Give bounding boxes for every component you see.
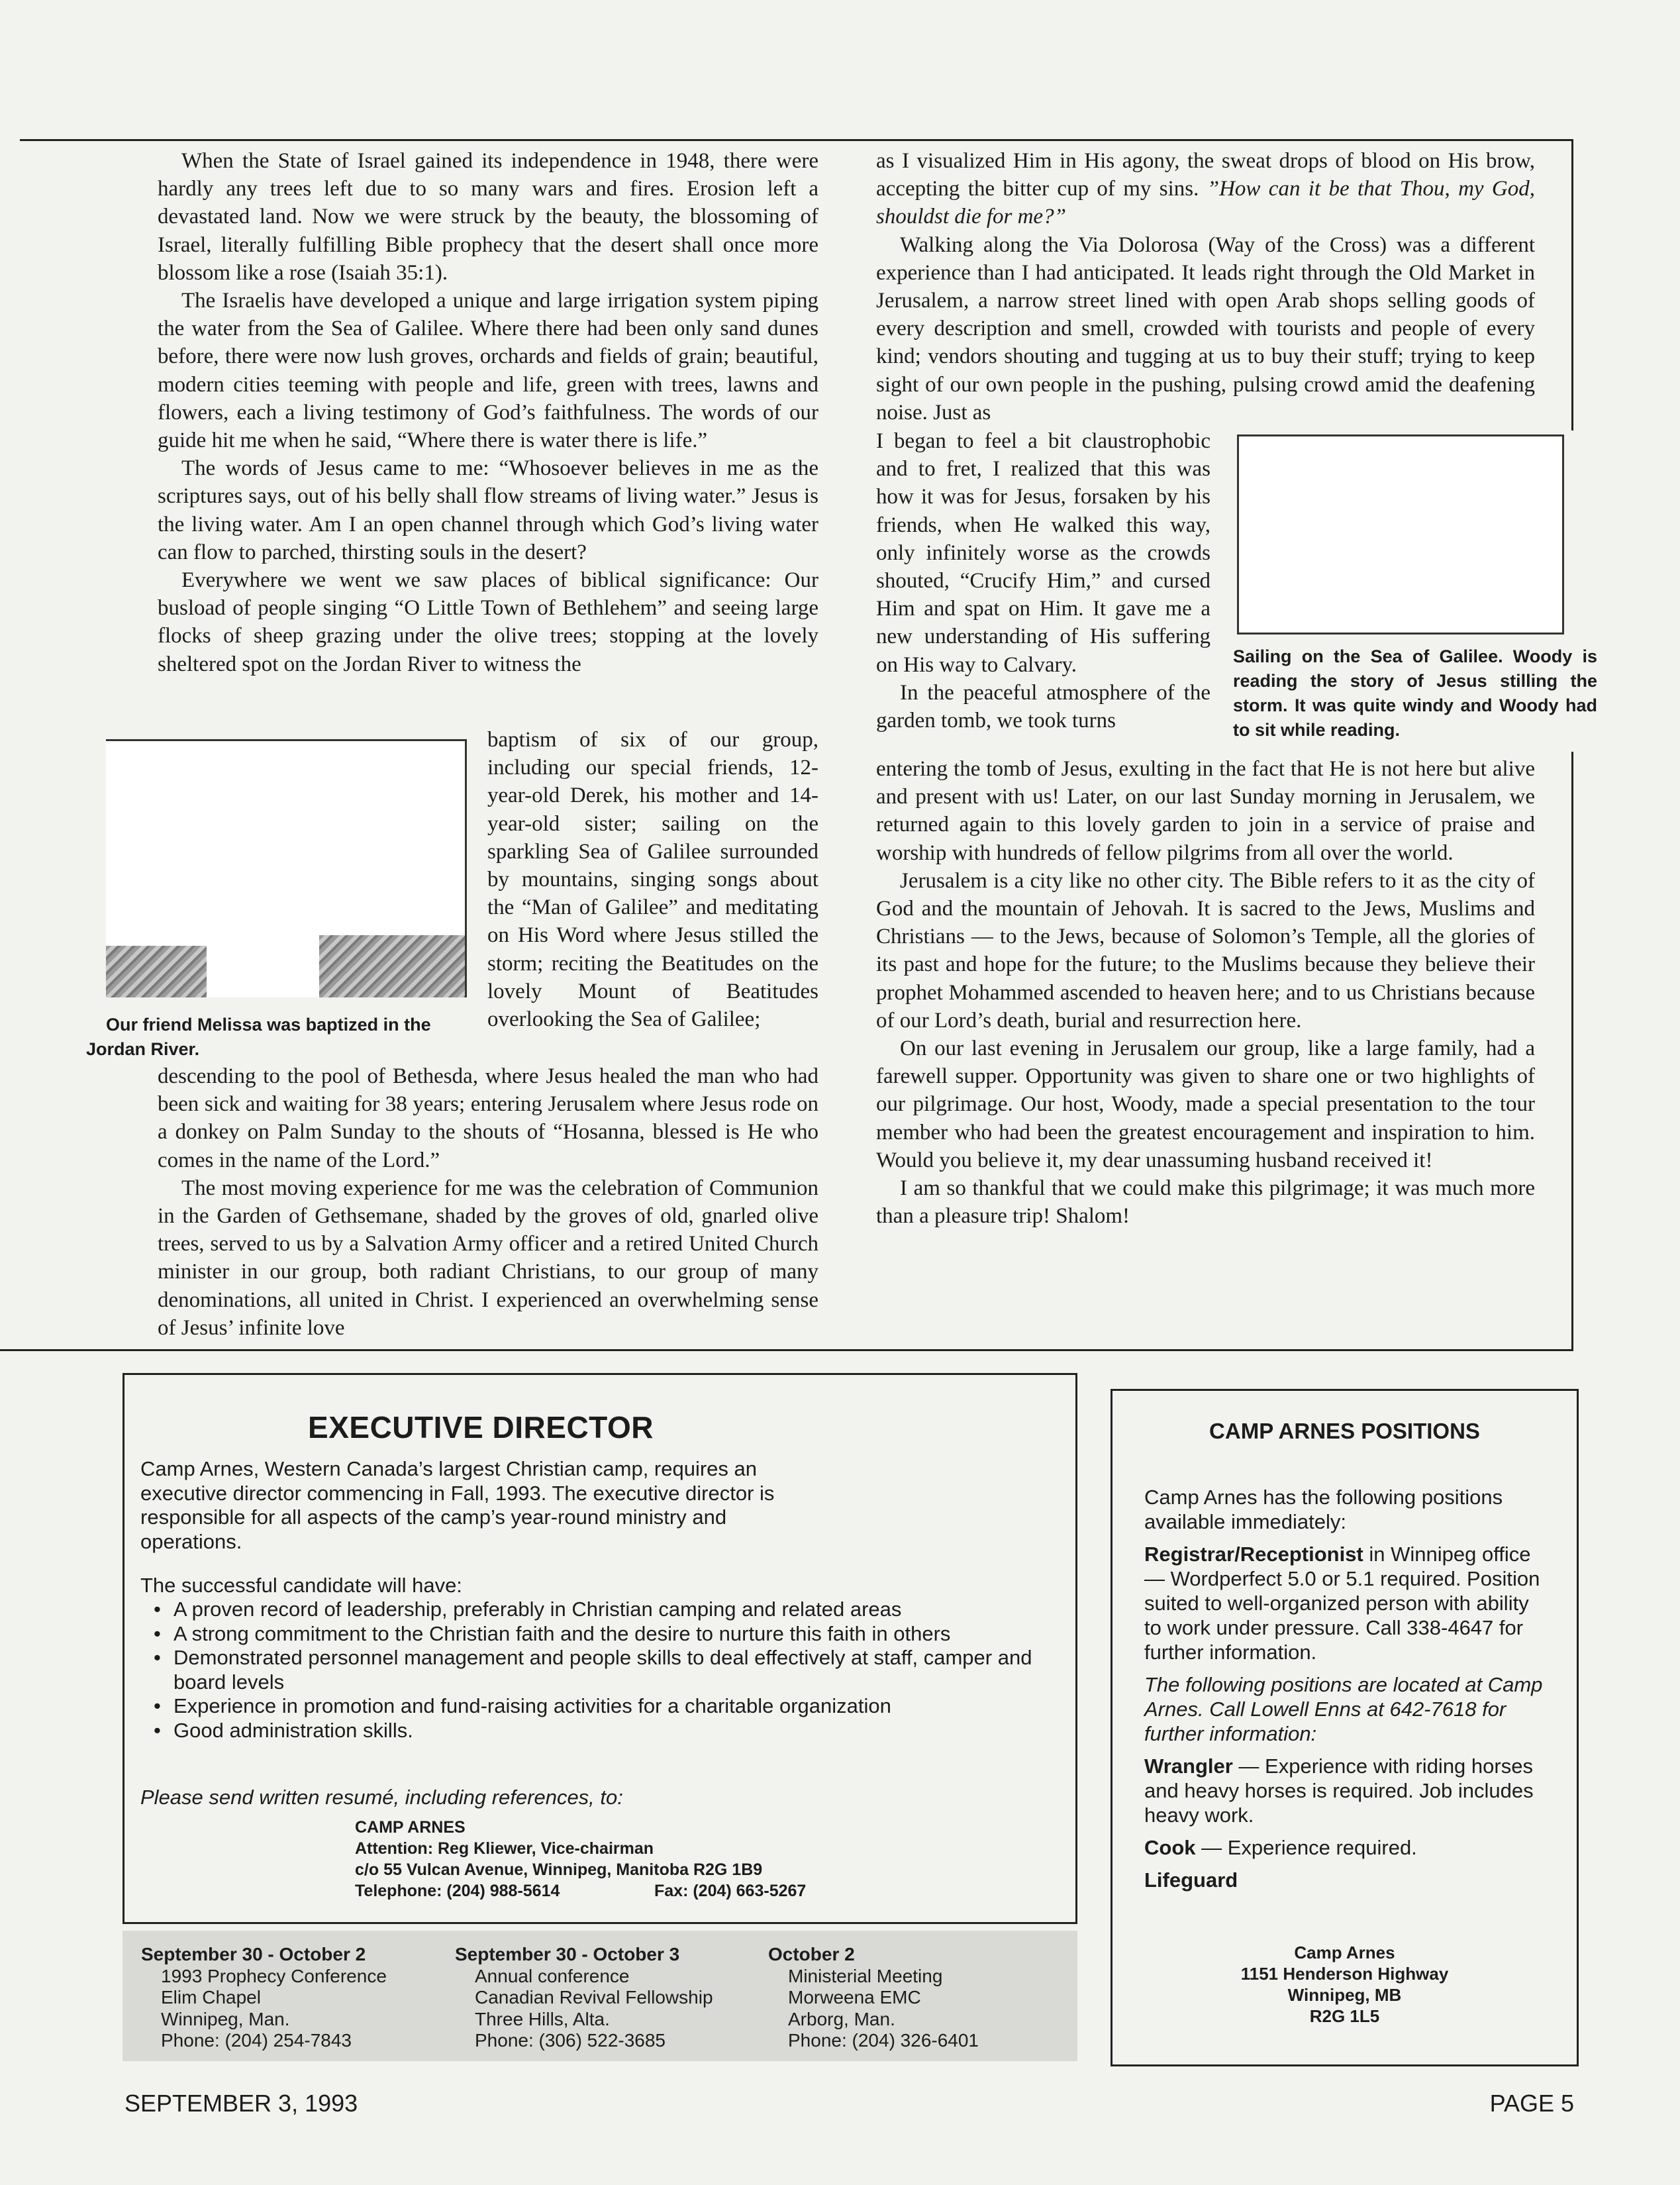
requirement-item: • Experience in promotion and fund-raising activities for a charitable organization	[151, 1694, 1075, 1719]
article-paragraph: I am so thankful that we could make this pilgrimage; it was much more than a pleasure trip! Shalom!	[876, 1176, 1535, 1229]
article-paragraph: descending to the pool of Bethesda, where Jesus healed the man who had been sick and waiting for 38 years; entering Jerusalem where Jesus rode on a donkey on Palm Sunday to the shouts of “Hosanna, blessed is He who comes in the name of the Lord.”	[158, 1064, 818, 1172]
ad-lead: The successful candidate will have:	[140, 1574, 462, 1597]
event-line: Annual conference	[475, 1965, 630, 1986]
camp-ad-registrar	[1144, 1542, 1548, 1664]
event-line: Elim Chapel	[161, 1987, 261, 2007]
wrangler-text: — Experience with riding horses and heavy horses is required. Job includes heavy work.	[1144, 1754, 1534, 1827]
registrar-label: Registrar/Receptionist	[1144, 1543, 1363, 1566]
event-item	[455, 1944, 713, 2052]
event-item	[768, 1944, 979, 2052]
event-line: Arborg, Man.	[788, 2008, 895, 2029]
caption-sea-of-galilee: Sailing on the Sea of Galilee. Woody is reading the story of Jesus stilling the storm. It was quite windy and Woody had to sit while reading.	[1233, 646, 1597, 740]
event-item	[141, 1944, 387, 2052]
right-column-bottom	[876, 755, 1535, 1230]
event-line: Canadian Revival Fellowship	[475, 1987, 713, 2007]
event-line: Phone: (204) 326-6401	[788, 2030, 979, 2051]
article-right-rule-lower	[1571, 752, 1573, 1351]
article-text: as I visualized Him in His agony, the sweat drops of blood on His brow, accepting the bitter cup of my sins.	[876, 149, 1535, 201]
camp-ad-title: CAMP ARNES POSITIONS	[1209, 1419, 1480, 1443]
camp-ad-body	[1144, 1485, 1548, 1900]
caption-jordan-river: Our friend Melissa was baptized in the Jordan River.	[86, 1015, 431, 1059]
ad-intro: Camp Arnes, Western Canada’s largest Christian camp, requires an executive director commencing in Fall, 1993. The executive director is responsible for all aspects of the camp’s year-round ministry and operations.	[140, 1457, 775, 1553]
address-line: 1151 Henderson Highway	[1240, 1964, 1449, 1984]
address-line: Winnipeg, MB	[1287, 1985, 1402, 2005]
left-column-bottom	[158, 1062, 818, 1342]
wrangler-label: Wrangler	[1144, 1754, 1233, 1778]
article-paragraph: Walking along the Via Dolorosa (Way of the Cross) was a different experience than I had anticipated. It leads right through the Old Market in Jerusalem, a narrow street lined with open Arab shops selling goods of every description and smell, crowded with tourists and people of every kind; vendors shouting and tugging at us to buy their stuff; trying to keep sight of our own people in the pushing, pulsing crowd amid the deafening noise. Just as	[876, 232, 1535, 425]
executive-director-ad	[123, 1373, 1077, 1924]
event-line: Three Hills, Alta.	[475, 2008, 610, 2029]
event-date: October 2	[768, 1944, 855, 1964]
camp-ad-lifeguard: Lifeguard	[1144, 1868, 1238, 1892]
event-line: Phone: (306) 522-3685	[475, 2030, 666, 2051]
article-bottom-rule	[0, 1349, 1573, 1351]
article-top-rule	[20, 139, 1573, 141]
footer-date: SEPTEMBER 3, 1993	[124, 2090, 358, 2117]
event-line: 1993 Prophecy Conference	[161, 1965, 387, 1986]
article-paragraph: Everywhere we went we saw places of biblical significance: Our busload of people singing “O Little Town of Bethlehem” and seeing large flocks of sheep grazing under the olive trees; stopping at the lovely sheltered spot on the Jordan River to witness the	[158, 568, 818, 676]
events-calendar	[123, 1931, 1077, 2061]
photo-water-right	[319, 935, 465, 997]
registrar-text: in Winnipeg office — Wordperfect 5.0 or 5.1 required. Position suited to well-organized person with ability to work under pressure. Call 338-4647 for further information.	[1144, 1543, 1540, 1664]
camp-ad-address	[1112, 1942, 1577, 2027]
ad-fax: Fax: (204) 663-5267	[654, 1882, 807, 1900]
camp-ad-cook	[1144, 1835, 1548, 1860]
photo-sea-of-galilee	[1237, 434, 1564, 635]
article-paragraph-wrap: baptism of six of our group, including our special friends, 12-year-old Derek, his mother and 14-year-old sister; sailing on the sparkling Sea of Galilee surrounded by mountains, singing songs about the “Man of Galilee” and meditating on His Word where Jesus stilled the storm; reciting the Beatitudes on the lovely Mount of Beatitudes overlooking the Sea of Galilee;	[487, 728, 818, 1032]
ad-attention: Attention: Reg Kliewer, Vice-chairman	[355, 1839, 654, 1858]
right-column-top	[876, 147, 1535, 427]
address-line: Camp Arnes	[1294, 1943, 1395, 1962]
article-paragraph	[876, 147, 1535, 231]
event-date: September 30 - October 2	[141, 1944, 366, 1964]
article-paragraph: Jerusalem is a city like no other city. The Bible refers to it as the city of God and the mountain of Jehovah. It is sacred to the Jews, Muslims and Christians — to the Jews, because of Solomon’s Temple, all the glories of its past and hope for the future; to the Muslims because they believe their prophet Mohammed ascended to heaven here; and to us Christians because of our Lord’s death, burial and resurrection here.	[876, 868, 1535, 1033]
event-line: Ministerial Meeting	[788, 1965, 943, 1986]
requirement-item: • A strong commitment to the Christian faith and the desire to nurture this faith in others	[151, 1622, 1075, 1647]
article-paragraph: On our last evening in Jerusalem our group, like a large family, had a farewell supper. Opportunity was given to share one or two highlights of our pilgrimage. Our host, Woody, made a special presentation to the tour member who had been the greatest encouragement and inspiration to him. Would you believe it, my dear unassuming husband received it!	[876, 1037, 1535, 1172]
event-line: Winnipeg, Man.	[161, 2008, 290, 2029]
requirement-item: • A proven record of leadership, preferably in Christian camping and related areas	[151, 1598, 1075, 1622]
article-paragraph: The Israelis have developed a unique and large irrigation system piping the water from the Sea of Galilee. Where there had been only sand dunes before, there were now lush groves, orchards and fields of grain; beautiful, modern cities teeming with people and life, green with trees, lawns and flowers, each a living testimony of God’s faithfulness. The words of our guide hit me when he said, “Where there is water there is life.”	[158, 289, 818, 453]
ad-org: CAMP ARNES	[355, 1818, 466, 1837]
article-paragraph: The most moving experience for me was the celebration of Communion in the Garden of Gethsemane, shaded by the groves of old, gnarled olive trees, served to us by a Salvation Army officer and a retired United Church minister in our group, both radiant Christians, to our group of many denominations, all united in Christ. I experienced an overwhelming sense of Jesus’ infinite love	[158, 1176, 818, 1340]
requirement-item: • Good administration skills.	[151, 1719, 1075, 1743]
photo-jordan-river-baptism	[106, 739, 467, 997]
ad-send-instructions: Please send written resumé, including references, to:	[140, 1786, 623, 1809]
article-paragraph-wrap: In the peaceful atmosphere of the garden tomb, we took turns	[876, 680, 1211, 733]
article-right-rule	[1571, 139, 1573, 431]
camp-ad-wrangler	[1144, 1754, 1548, 1827]
article-paragraph: entering the tomb of Jesus, exulting in the fact that He is not here but alive and present with us! Later, on our last Sunday morning in Jerusalem, we returned again to this lovely garden to join in a service of praise and worship with hundreds of fellow pilgrims from all over the world.	[876, 757, 1535, 865]
left-column-wrap	[487, 726, 818, 1033]
article-quote: ”How can it be that Thou, my God, shouldst die for me?”	[876, 177, 1536, 229]
cook-text: — Experience required.	[1201, 1836, 1417, 1859]
right-column-wrap	[876, 427, 1211, 735]
address-line: R2G 1L5	[1309, 2006, 1380, 2026]
cook-label: Cook	[1144, 1836, 1196, 1859]
ad-address: c/o 55 Vulcan Avenue, Winnipeg, Manitoba R2G 1B9	[355, 1860, 763, 1879]
event-line: Phone: (204) 254-7843	[161, 2030, 352, 2051]
event-line: Morweena EMC	[788, 1987, 921, 2007]
event-date: September 30 - October 3	[455, 1944, 680, 1964]
requirement-item: • Demonstrated personnel management and people skills to deal effectively at staff, camper and board levels	[151, 1646, 1075, 1694]
ad-requirements-list	[151, 1598, 1075, 1743]
article-paragraph-wrap: I began to feel a bit claustrophobic and to fret, I realized that this was how it was for Jesus, forsaken by his friends, when He walked this way, only infinitely worse as the crowds shouted, “Crucify Him,” and cursed Him and spat on Him. It gave me a new understanding of His suffering on His way to Calvary.	[876, 429, 1211, 677]
camp-ad-intro: Camp Arnes has the following positions available immediately:	[1144, 1486, 1503, 1533]
camp-arnes-positions-ad	[1111, 1389, 1579, 2066]
camp-ad-location-note: The following positions are located at Camp Arnes. Call Lowell Enns at 642-7618 for further information:	[1144, 1673, 1543, 1745]
footer-page-number: PAGE 5	[1489, 2090, 1574, 2117]
left-column-top	[158, 147, 818, 678]
ad-telephone: Telephone: (204) 988-5614	[355, 1882, 560, 1900]
article-paragraph: The words of Jesus came to me: “Whosoever believes in me as the scriptures says, out of his belly shall flow streams of living water.” Jesus is the living water. Am I an open channel through which God’s living water can flow to parched, thirsting souls in the desert?	[158, 456, 818, 564]
photo-water-left	[106, 946, 207, 997]
ad-title: EXECUTIVE DIRECTOR	[308, 1410, 654, 1445]
article-paragraph: When the State of Israel gained its independence in 1948, there were hardly any trees left due to so many wars and fires. Erosion left a devastated land. Now we were struck by the beauty, the blossoming of Israel, literally fulfilling Bible prophecy that the desert shall once more blossom like a rose (Isaiah 35:1).	[158, 149, 818, 285]
